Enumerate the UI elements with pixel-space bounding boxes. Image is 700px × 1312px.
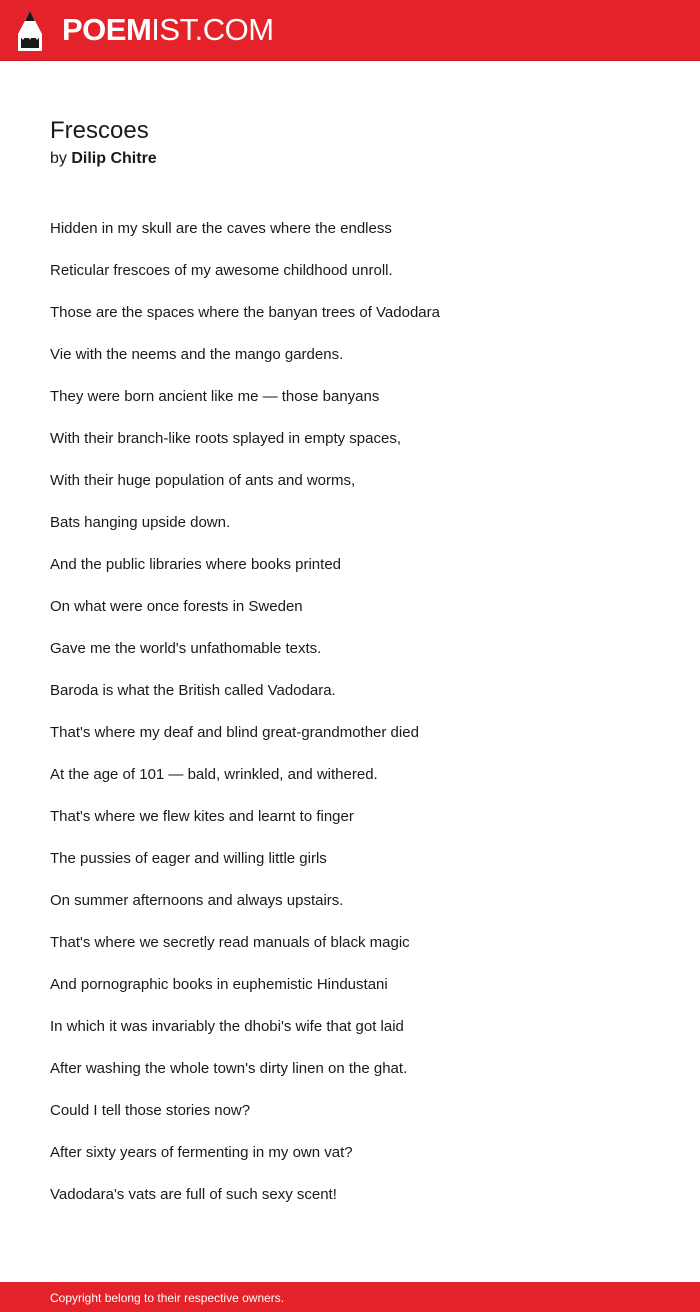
site-footer: [0, 1282, 700, 1312]
poem-line: That's where my deaf and blind great-grandmother died: [50, 724, 419, 741]
poem-author: Dilip Chitre: [71, 150, 157, 167]
poem-line: And the public libraries where books printed: [50, 556, 341, 573]
poem-line: At the age of 101 — bald, wrinkled, and withered.: [50, 766, 378, 783]
poem-line: Bats hanging upside down.: [50, 514, 231, 531]
poem-line: Reticular frescoes of my awesome childhood unroll.: [50, 262, 393, 279]
poem-line: In which it was invariably the dhobi's wife that got laid: [50, 1018, 404, 1035]
logo-light-text: IST.COM: [151, 12, 274, 47]
pencil-icon[interactable]: [17, 10, 43, 52]
poem-byline: [50, 149, 157, 169]
byline-prefix: by: [50, 150, 67, 167]
poem-line: The pussies of eager and willing little girls: [50, 850, 327, 867]
poem-line: With their huge population of ants and worms,: [50, 472, 356, 489]
poem-line: Those are the spaces where the banyan trees of Vadodara: [50, 304, 440, 321]
poem-body: [50, 217, 440, 1225]
site-logo[interactable]: [62, 10, 274, 50]
poem-line: Vie with the neems and the mango gardens.: [50, 346, 344, 363]
poem-line: After sixty years of fermenting in my own vat?: [50, 1144, 353, 1161]
poem-line: Hidden in my skull are the caves where the endless: [50, 220, 392, 237]
site-header: [0, 0, 700, 61]
poem-line: On what were once forests in Sweden: [50, 598, 303, 615]
poem-line: After washing the whole town's dirty linen on the ghat.: [50, 1060, 408, 1077]
poem-line: That's where we flew kites and learnt to finger: [50, 808, 354, 825]
poem-line: Baroda is what the British called Vadodara.: [50, 682, 336, 699]
poem-line: And pornographic books in euphemistic Hindustani: [50, 976, 388, 993]
copyright-notice: Copyright belong to their respective owners.: [50, 1291, 285, 1305]
logo-bold-text: POEM: [62, 12, 152, 47]
poem-line: Gave me the world's unfathomable texts.: [50, 640, 322, 657]
poem-title: Frescoes: [50, 117, 149, 144]
poem-line: With their branch-like roots splayed in empty spaces,: [50, 430, 401, 447]
poem-line: Could I tell those stories now?: [50, 1102, 251, 1119]
poem-line: Vadodara's vats are full of such sexy scent!: [50, 1186, 337, 1203]
poem-line: That's where we secretly read manuals of black magic: [50, 934, 410, 951]
poem-line: On summer afternoons and always upstairs.: [50, 892, 344, 909]
poem-line: They were born ancient like me — those banyans: [50, 388, 380, 405]
